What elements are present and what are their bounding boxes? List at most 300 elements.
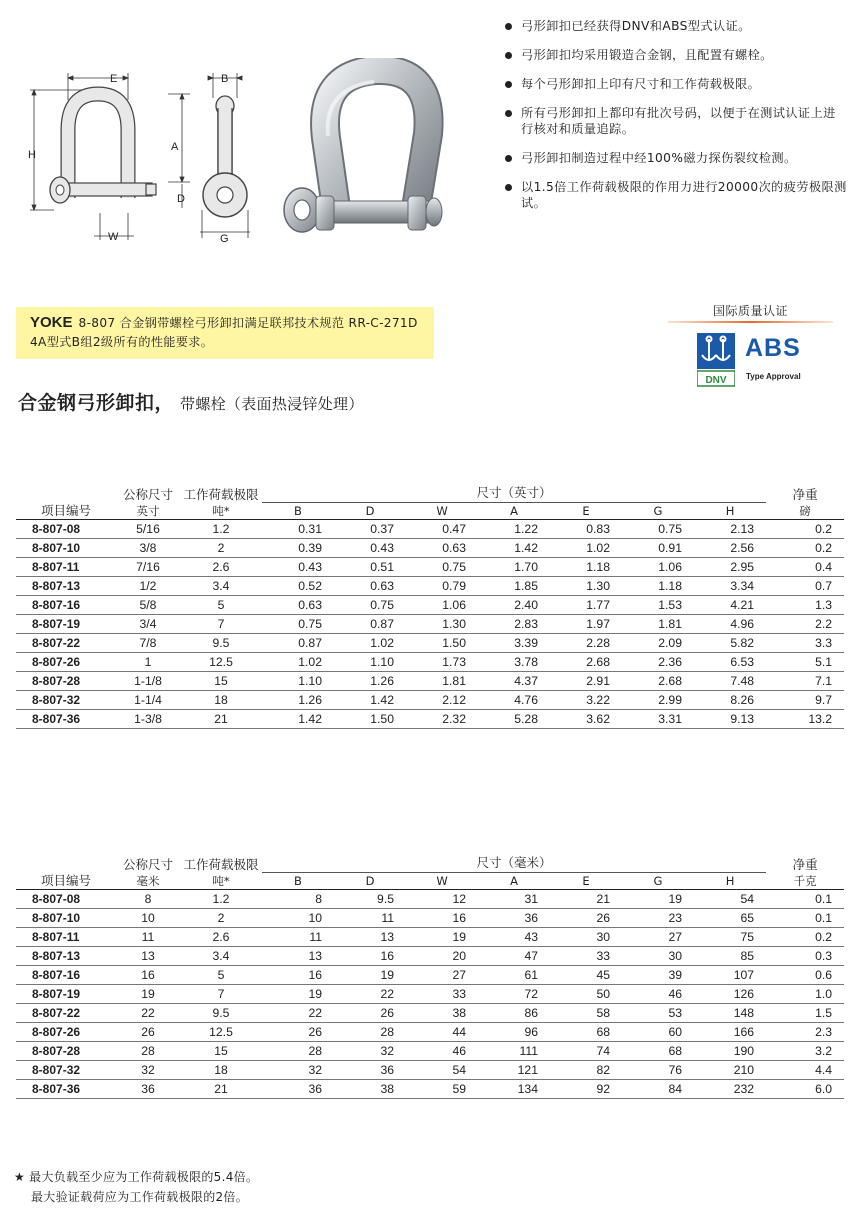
value-cell: 1.26 (334, 672, 406, 691)
subheader-cell: A (478, 503, 550, 520)
abs-logo-text: ABS (745, 334, 801, 362)
value-cell: 0.83 (550, 520, 622, 539)
value-cell: 20 (406, 947, 478, 966)
value-cell: 1.2 (180, 890, 262, 909)
value-cell: 39 (622, 966, 694, 985)
value-cell: 7.1 (766, 672, 844, 691)
diagram-label-b: B (221, 73, 229, 85)
value-cell: 5/8 (116, 596, 180, 615)
value-cell: 19 (334, 966, 406, 985)
value-cell: 38 (406, 1004, 478, 1023)
item-code-cell: 8-807-22 (16, 1004, 116, 1023)
item-code-cell: 8-807-28 (16, 1042, 116, 1061)
col-item-header: 项目编号 (16, 836, 116, 890)
value-cell: 0.31 (262, 520, 334, 539)
shackle-front-diagram (24, 70, 164, 245)
subheader-cell: 磅 (766, 503, 844, 520)
value-cell: 54 (406, 1061, 478, 1080)
value-cell: 1-3/8 (116, 710, 180, 729)
value-cell: 33 (550, 947, 622, 966)
value-cell: 2.40 (478, 596, 550, 615)
value-cell: 75 (694, 928, 766, 947)
value-cell: 27 (622, 928, 694, 947)
value-cell: 9.7 (766, 691, 844, 710)
value-cell: 1.22 (478, 520, 550, 539)
value-cell: 11 (262, 928, 334, 947)
table-row (16, 691, 844, 710)
value-cell: 9.13 (694, 710, 766, 729)
value-cell: 1.18 (622, 577, 694, 596)
value-cell: 0.75 (622, 520, 694, 539)
table-row (16, 615, 844, 634)
value-cell: 134 (478, 1080, 550, 1099)
value-cell: 107 (694, 966, 766, 985)
value-cell: 61 (478, 966, 550, 985)
value-cell: 7 (180, 615, 262, 634)
value-cell: 28 (116, 1042, 180, 1061)
value-cell: 232 (694, 1080, 766, 1099)
value-cell: 15 (180, 1042, 262, 1061)
subheader-row (16, 873, 844, 890)
footnote-line: 最大验证载荷应为工作荷载极限的2倍。 (31, 1190, 249, 1204)
col-size-header: 公称尺寸 (122, 486, 173, 502)
item-code-cell: 8-807-13 (16, 577, 116, 596)
item-code-cell: 8-807-36 (16, 710, 116, 729)
value-cell: 7 (180, 985, 262, 1004)
value-cell: 31 (478, 890, 550, 909)
value-cell: 1.42 (334, 691, 406, 710)
item-code-cell: 8-807-32 (16, 691, 116, 710)
item-code-cell: 8-807-11 (16, 558, 116, 577)
feature-item: 每个弓形卸扣上印有尺寸和工作荷载极限。 (503, 76, 848, 92)
value-cell: 0.6 (766, 966, 844, 985)
value-cell: 1.02 (262, 653, 334, 672)
value-cell: 111 (478, 1042, 550, 1061)
value-cell: 0.63 (262, 596, 334, 615)
value-cell: 46 (406, 1042, 478, 1061)
value-cell: 53 (622, 1004, 694, 1023)
value-cell: 21 (180, 1080, 262, 1099)
footnote-line: ★ 最大负载至少应为工作荷载极限的5.4倍。 (14, 1170, 259, 1184)
value-cell: 13.2 (766, 710, 844, 729)
value-cell: 7/8 (116, 634, 180, 653)
value-cell: 16 (116, 966, 180, 985)
value-cell: 0.87 (262, 634, 334, 653)
table-row (16, 1080, 844, 1099)
value-cell: 16 (406, 909, 478, 928)
value-cell: 16 (334, 947, 406, 966)
feature-item: 所有弓形卸扣上都印有批次号码，以便于在测试认证上进行核对和质量追踪。 (503, 105, 848, 137)
value-cell: 6.0 (766, 1080, 844, 1099)
value-cell: 5/16 (116, 520, 180, 539)
value-cell: 58 (550, 1004, 622, 1023)
value-cell: 2.09 (622, 634, 694, 653)
value-cell: 68 (622, 1042, 694, 1061)
value-cell: 18 (180, 691, 262, 710)
subheader-cell: H (694, 873, 766, 890)
value-cell: 0.63 (406, 539, 478, 558)
table-row (16, 672, 844, 691)
value-cell: 72 (478, 985, 550, 1004)
value-cell: 1.42 (262, 710, 334, 729)
footnotes (14, 1167, 258, 1207)
value-cell: 0.2 (766, 520, 844, 539)
item-code-cell: 8-807-26 (16, 653, 116, 672)
value-cell: 1.53 (622, 596, 694, 615)
value-cell: 27 (406, 966, 478, 985)
value-cell: 0.51 (334, 558, 406, 577)
value-cell: 13 (334, 928, 406, 947)
value-cell: 1-1/4 (116, 691, 180, 710)
item-code-cell: 8-807-11 (16, 928, 116, 947)
value-cell: 2 (180, 909, 262, 928)
value-cell: 3.2 (766, 1042, 844, 1061)
value-cell: 60 (622, 1023, 694, 1042)
value-cell: 30 (550, 928, 622, 947)
table-row (16, 909, 844, 928)
value-cell: 0.43 (334, 539, 406, 558)
value-cell: 1.77 (550, 596, 622, 615)
value-cell: 54 (694, 890, 766, 909)
value-cell: 0.3 (766, 947, 844, 966)
subheader-cell: W (406, 503, 478, 520)
value-cell: 0.63 (334, 577, 406, 596)
value-cell: 2.6 (180, 928, 262, 947)
table-row (16, 558, 844, 577)
table-row (16, 520, 844, 539)
value-cell: 126 (694, 985, 766, 1004)
value-cell: 2.56 (694, 539, 766, 558)
value-cell: 7/16 (116, 558, 180, 577)
value-cell: 9.5 (180, 634, 262, 653)
value-cell: 4.76 (478, 691, 550, 710)
item-code-cell: 8-807-08 (16, 890, 116, 909)
value-cell: 4.4 (766, 1061, 844, 1080)
value-cell: 86 (478, 1004, 550, 1023)
value-cell: 2.36 (622, 653, 694, 672)
value-cell: 1.02 (550, 539, 622, 558)
value-cell: 0.52 (262, 577, 334, 596)
subheader-cell: A (478, 873, 550, 890)
table-row (16, 653, 844, 672)
table-row (16, 890, 844, 909)
value-cell: 11 (116, 928, 180, 947)
subheader-cell: 毫米 (116, 873, 180, 890)
value-cell: 5.28 (478, 710, 550, 729)
feature-item: 以1.5倍工作荷载极限的作用力进行20000次的疲劳极限测试。 (503, 179, 848, 211)
item-code-cell: 8-807-13 (16, 947, 116, 966)
value-cell: 26 (334, 1004, 406, 1023)
table-row (16, 1042, 844, 1061)
value-cell: 148 (694, 1004, 766, 1023)
item-code-cell: 8-807-10 (16, 539, 116, 558)
feature-item: 弓形卸扣均采用锻造合金钢，且配置有螺栓。 (503, 47, 848, 63)
subheader-cell: 吨* (180, 873, 262, 890)
table-row (16, 596, 844, 615)
table-row (16, 539, 844, 558)
value-cell: 0.47 (406, 520, 478, 539)
value-cell: 33 (406, 985, 478, 1004)
value-cell: 28 (262, 1042, 334, 1061)
value-cell: 32 (262, 1061, 334, 1080)
value-cell: 1.02 (334, 634, 406, 653)
subheader-cell: B (262, 503, 334, 520)
subheader-row (16, 503, 844, 520)
value-cell: 21 (180, 710, 262, 729)
subheader-cell: H (694, 503, 766, 520)
value-cell: 1.3 (766, 596, 844, 615)
value-cell: 68 (550, 1023, 622, 1042)
value-cell: 19 (622, 890, 694, 909)
value-cell: 5 (180, 596, 262, 615)
value-cell: 0.43 (262, 558, 334, 577)
value-cell: 0.7 (766, 577, 844, 596)
value-cell: 2.3 (766, 1023, 844, 1042)
item-code-cell: 8-807-08 (16, 520, 116, 539)
value-cell: 4.37 (478, 672, 550, 691)
certification-divider (668, 321, 833, 323)
subheader-cell: D (334, 873, 406, 890)
value-cell: 32 (334, 1042, 406, 1061)
type-approval-text: Type Approval (746, 372, 801, 381)
feature-item: 弓形卸扣已经获得DNV和ABS型式认证。 (503, 18, 848, 34)
value-cell: 1.10 (262, 672, 334, 691)
value-cell: 1.73 (406, 653, 478, 672)
table-row (16, 1061, 844, 1080)
value-cell: 1/2 (116, 577, 180, 596)
table-row (16, 1004, 844, 1023)
subheader-cell: G (622, 503, 694, 520)
value-cell: 2.28 (550, 634, 622, 653)
value-cell: 36 (116, 1080, 180, 1099)
spec-table-mm (16, 836, 844, 1099)
item-code-cell: 8-807-36 (16, 1080, 116, 1099)
value-cell: 3.4 (180, 577, 262, 596)
value-cell: 5.1 (766, 653, 844, 672)
value-cell: 3.39 (478, 634, 550, 653)
value-cell: 84 (622, 1080, 694, 1099)
value-cell: 7.48 (694, 672, 766, 691)
value-cell: 2.95 (694, 558, 766, 577)
value-cell: 0.2 (766, 539, 844, 558)
value-cell: 2.2 (766, 615, 844, 634)
value-cell: 8 (262, 890, 334, 909)
spec-table-inch (16, 466, 844, 729)
col-weight-header: 净重 (792, 486, 818, 502)
item-code-cell: 8-807-26 (16, 1023, 116, 1042)
value-cell: 22 (116, 1004, 180, 1023)
subheader-cell: 英寸 (116, 503, 180, 520)
table-row (16, 947, 844, 966)
value-cell: 85 (694, 947, 766, 966)
value-cell: 12.5 (180, 1023, 262, 1042)
diagram-label-w: W (108, 231, 119, 243)
item-code-cell: 8-807-28 (16, 672, 116, 691)
value-cell: 2.6 (180, 558, 262, 577)
value-cell: 1.30 (550, 577, 622, 596)
value-cell: 92 (550, 1080, 622, 1099)
value-cell: 1 (116, 653, 180, 672)
value-cell: 13 (262, 947, 334, 966)
table-row (16, 966, 844, 985)
certification-label: 国际质量认证 (712, 304, 788, 318)
value-cell: 26 (550, 909, 622, 928)
value-cell: 76 (622, 1061, 694, 1080)
value-cell: 65 (694, 909, 766, 928)
value-cell: 36 (262, 1080, 334, 1099)
value-cell: 11 (334, 909, 406, 928)
value-cell: 0.87 (334, 615, 406, 634)
value-cell: 1.81 (622, 615, 694, 634)
value-cell: 96 (478, 1023, 550, 1042)
table-row (16, 710, 844, 729)
col-weight-header: 净重 (792, 856, 818, 872)
diagram-label-e: E (110, 73, 118, 85)
value-cell: 1.50 (406, 634, 478, 653)
item-code-cell: 8-807-16 (16, 596, 116, 615)
value-cell: 2.83 (478, 615, 550, 634)
value-cell: 22 (262, 1004, 334, 1023)
value-cell: 13 (116, 947, 180, 966)
value-cell: 10 (262, 909, 334, 928)
value-cell: 43 (478, 928, 550, 947)
value-cell: 0.1 (766, 909, 844, 928)
value-cell: 0.37 (334, 520, 406, 539)
value-cell: 3.3 (766, 634, 844, 653)
value-cell: 8.26 (694, 691, 766, 710)
subheader-cell: B (262, 873, 334, 890)
value-cell: 6.53 (694, 653, 766, 672)
diagram-label-d: D (177, 193, 185, 205)
value-cell: 3.34 (694, 577, 766, 596)
col-wll-header: 工作荷载极限 (183, 856, 259, 872)
value-cell: 5.82 (694, 634, 766, 653)
subheader-cell: G (622, 873, 694, 890)
value-cell: 74 (550, 1042, 622, 1061)
subheader-cell: 千克 (766, 873, 844, 890)
value-cell: 19 (262, 985, 334, 1004)
value-cell: 3.78 (478, 653, 550, 672)
item-code-cell: 8-807-10 (16, 909, 116, 928)
table-row (16, 985, 844, 1004)
item-code-cell: 8-807-32 (16, 1061, 116, 1080)
value-cell: 1.70 (478, 558, 550, 577)
subheader-cell: D (334, 503, 406, 520)
col-wll-header: 工作荷载极限 (183, 486, 259, 502)
value-cell: 210 (694, 1061, 766, 1080)
col-item-header: 项目编号 (16, 466, 116, 520)
subheader-cell: E (550, 503, 622, 520)
value-cell: 2.32 (406, 710, 478, 729)
item-code-cell: 8-807-19 (16, 615, 116, 634)
value-cell: 10 (116, 909, 180, 928)
value-cell: 36 (334, 1061, 406, 1080)
value-cell: 32 (116, 1061, 180, 1080)
value-cell: 0.75 (334, 596, 406, 615)
value-cell: 1.0 (766, 985, 844, 1004)
value-cell: 30 (622, 947, 694, 966)
value-cell: 1.10 (334, 653, 406, 672)
value-cell: 22 (334, 985, 406, 1004)
shackle-product-photo (278, 58, 450, 254)
diagram-label-g: G (220, 233, 229, 245)
value-cell: 1.30 (406, 615, 478, 634)
value-cell: 121 (478, 1061, 550, 1080)
value-cell: 26 (116, 1023, 180, 1042)
value-cell: 16 (262, 966, 334, 985)
subheader-cell: 吨* (180, 503, 262, 520)
value-cell: 44 (406, 1023, 478, 1042)
spec-compliance-text: 8-807 合金钢带螺栓弓形卸扣满足联邦技术规范 RR-C-271D 4A型式B组2级所有的性能要求。 (30, 316, 418, 349)
section-title-sub: 带螺栓（表面热浸锌处理） (180, 395, 364, 413)
col-size-header: 公称尺寸 (122, 856, 173, 872)
dimension-a-d-markers (158, 90, 198, 210)
value-cell: 28 (334, 1023, 406, 1042)
value-cell: 3/8 (116, 539, 180, 558)
shackle-side-diagram (190, 70, 260, 245)
value-cell: 15 (180, 672, 262, 691)
value-cell: 3.62 (550, 710, 622, 729)
value-cell: 1.97 (550, 615, 622, 634)
subheader-cell: W (406, 873, 478, 890)
value-cell: 2.99 (622, 691, 694, 710)
value-cell: 3.22 (550, 691, 622, 710)
value-cell: 1.50 (334, 710, 406, 729)
value-cell: 0.39 (262, 539, 334, 558)
diagram-label-h: H (28, 149, 36, 161)
section-title-main: 合金钢弓形卸扣， (18, 392, 175, 414)
value-cell: 50 (550, 985, 622, 1004)
value-cell: 0.91 (622, 539, 694, 558)
value-cell: 36 (478, 909, 550, 928)
dnv-logo (697, 333, 735, 387)
value-cell: 1.26 (262, 691, 334, 710)
value-cell: 3/4 (116, 615, 180, 634)
value-cell: 38 (334, 1080, 406, 1099)
table-row (16, 577, 844, 596)
value-cell: 3.31 (622, 710, 694, 729)
value-cell: 0.2 (766, 928, 844, 947)
value-cell: 2.12 (406, 691, 478, 710)
value-cell: 1.2 (180, 520, 262, 539)
item-code-cell: 8-807-22 (16, 634, 116, 653)
value-cell: 2.68 (622, 672, 694, 691)
value-cell: 1.42 (478, 539, 550, 558)
value-cell: 26 (262, 1023, 334, 1042)
table-row (16, 634, 844, 653)
value-cell: 0.75 (262, 615, 334, 634)
value-cell: 12.5 (180, 653, 262, 672)
subheader-cell: E (550, 873, 622, 890)
col-dims-header: 尺寸（毫米） (476, 855, 552, 870)
value-cell: 23 (622, 909, 694, 928)
value-cell: 0.79 (406, 577, 478, 596)
value-cell: 47 (478, 947, 550, 966)
value-cell: 18 (180, 1061, 262, 1080)
value-cell: 19 (406, 928, 478, 947)
value-cell: 0.4 (766, 558, 844, 577)
value-cell: 190 (694, 1042, 766, 1061)
value-cell: 1.85 (478, 577, 550, 596)
spec-compliance-box (16, 307, 434, 359)
value-cell: 8 (116, 890, 180, 909)
value-cell: 9.5 (334, 890, 406, 909)
value-cell: 2.13 (694, 520, 766, 539)
value-cell: 46 (622, 985, 694, 1004)
value-cell: 4.21 (694, 596, 766, 615)
value-cell: 1.18 (550, 558, 622, 577)
value-cell: 1.81 (406, 672, 478, 691)
